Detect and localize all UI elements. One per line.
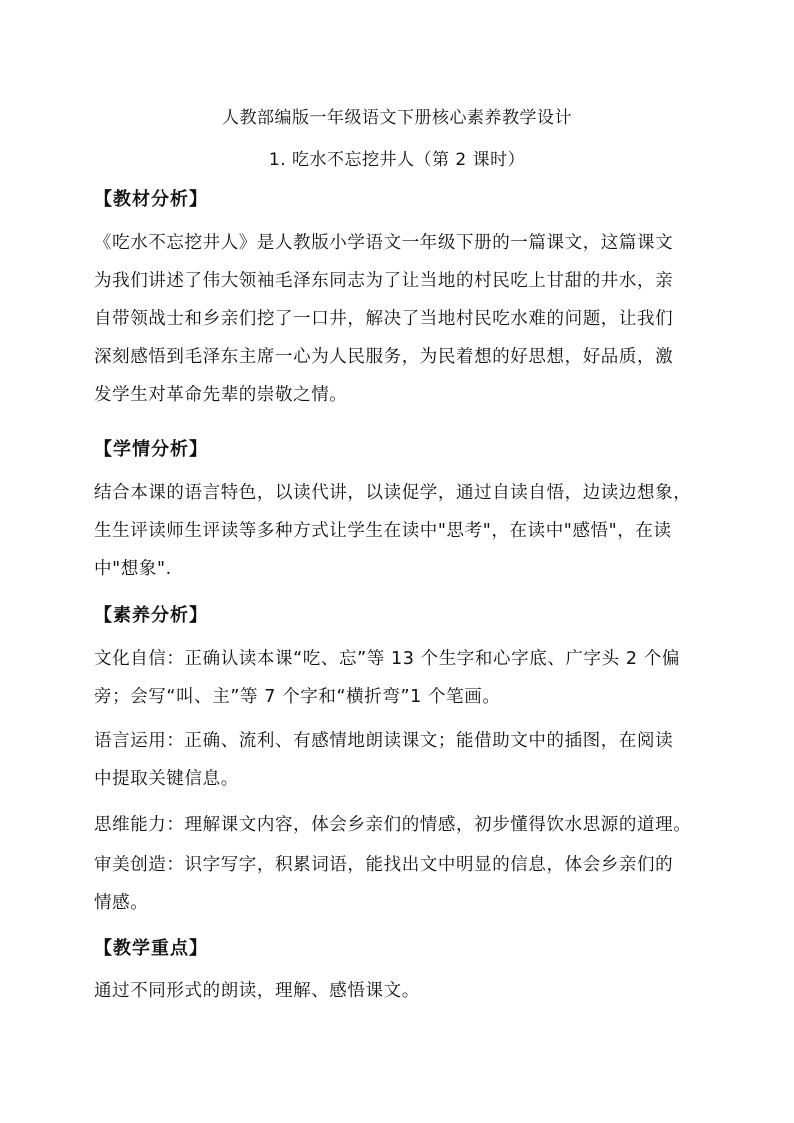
paragraph-line: 思维能力：理解课文内容，体会乡亲们的情感，初步懂得饮水思源的道理。 (94, 815, 692, 835)
paragraph-line: 中"想象". (94, 559, 172, 579)
paragraph-line: 语言运用：正确、流利、有感情地朗读课文；能借助文中的插图，在阅读 (94, 731, 674, 751)
paragraph-line: 发学生对革命先辈的崇敬之情。 (94, 385, 348, 405)
paragraph-line: 中提取关键信息。 (94, 769, 239, 789)
textbook-analysis-paragraph (94, 224, 734, 414)
section-heading-textbook-analysis: 【教材分析】 (94, 189, 208, 210)
document-title: 人教部编版一年级语文下册核心素养教学设计 (222, 108, 572, 128)
lesson-subtitle: 1. 吃水不忘挖井人（第 2 课时） (268, 150, 526, 170)
paragraph-line: 自带领战士和乡亲们挖了一口井，解决了当地村民吃水难的问题，让我们 (94, 309, 674, 329)
paragraph-line: 旁；会写“叫、主”等 7 个字和“横折弯”1 个笔画。 (94, 687, 501, 707)
paragraph-line: 结合本课的语言特色，以读代讲，以读促学，通过自读自悟，边读边想象， (94, 483, 692, 503)
section-heading-competency-analysis: 【素养分析】 (94, 605, 208, 626)
learner-analysis-paragraph (94, 474, 734, 588)
paragraph-line: 情感。 (94, 893, 149, 913)
paragraph-line: 为我们讲述了伟大领袖毛泽东同志为了让当地的村民吃上甘甜的井水，亲 (94, 271, 674, 291)
competency-item-cultural-confidence (94, 640, 734, 716)
paragraph-line: 通过不同形式的朗读，理解、感悟课文。 (94, 981, 420, 1001)
paragraph-line: 《吃水不忘挖井人》是人教版小学语文一年级下册的一篇课文，这篇课文 (94, 233, 674, 253)
section-heading-teaching-focus: 【教学重点】 (94, 938, 208, 959)
competency-item-language-use (94, 722, 734, 798)
section-heading-learner-analysis: 【学情分析】 (94, 439, 208, 460)
paragraph-line: 文化自信：正确认读本课“吃、忘”等 13 个生字和心字底、广字头 2 个偏 (94, 649, 680, 669)
paragraph-line: 生生评读师生评读等多种方式让学生在读中"思考"，在读中"感悟"，在读 (94, 521, 672, 541)
competency-item-thinking-ability (94, 806, 734, 844)
competency-item-aesthetic-creation (94, 846, 734, 922)
paragraph-line: 审美创造：识字写字，积累词语，能找出文中明显的信息，体会乡亲们的 (94, 855, 674, 875)
paragraph-line: 深刻感悟到毛泽东主席一心为人民服务，为民着想的好思想，好品质，激 (94, 347, 674, 367)
teaching-focus-paragraph (94, 972, 734, 1010)
